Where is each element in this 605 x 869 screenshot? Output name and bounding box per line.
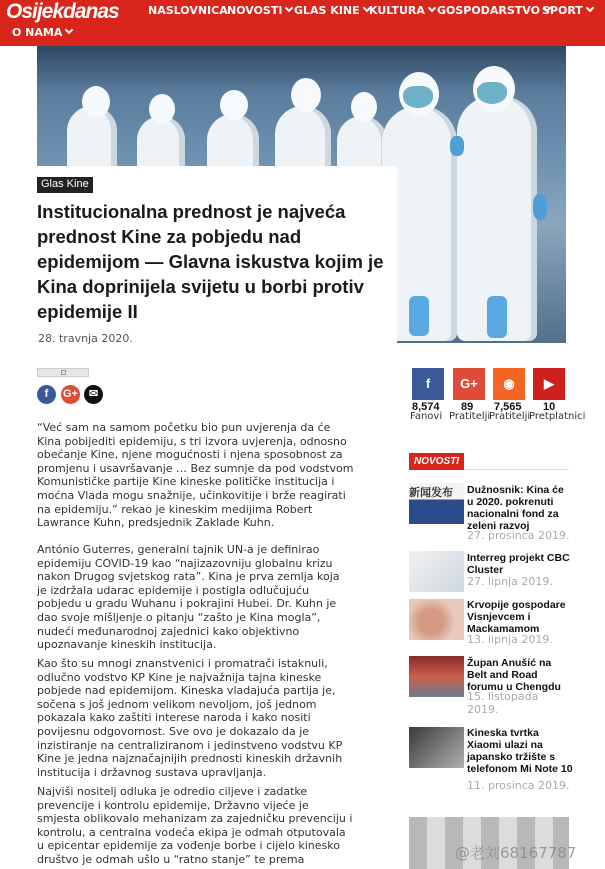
news-title[interactable]: Krvopije gospodare Visnjevcem i Mackamamom [467,599,566,635]
social-facebook-button[interactable] [412,368,444,400]
article-title: Institucionalna prednost je najveća prednost Kine za pobjedu nad epidemijom — Glavna iskustva kojim je Kina doprinijela svijetu u borbi protiv epidemije II [37,201,384,322]
thumbnail-text: 新闻发布 [409,486,453,499]
site-logo[interactable]: Osijekdanas [6,0,119,23]
chevron-down-icon [428,4,436,12]
share-email-button[interactable] [84,385,103,404]
google-plus-icon: G+ [460,376,478,391]
social-youtube-button[interactable] [533,368,565,400]
news-date: 27. lipnja 2019. [467,575,553,588]
worker-hood [149,94,175,124]
news-date: 11. prosinca 2019. [467,779,570,792]
youtube-icon: ▶ [544,376,554,391]
email-icon: ✉ [88,388,99,400]
worker-hood [220,90,248,120]
nav-novosti[interactable] [227,4,292,17]
news-thumbnail[interactable] [409,727,464,768]
worker-visor [403,86,433,108]
social-count: 89 [461,401,474,413]
social-count: 7,565 [494,401,522,413]
nav-glas-kine[interactable] [294,4,370,17]
article-paragraph: Kao što su mnogi znanstvenici i promatrači istaknuli, odlučno vodstvo KP Kine je najvažnija tajna kineske pobjede nad epidemijom. Kineska vladajuća partija je, sočena s još jednom velikom nevoljom, još jednom pokazala kako zaštiti interese naroda i kako nositi povijesnu odgovornost. Sve ovo je dokazalo da je inzistiranje na centraliziranom i jedinstveno vodstvu KP Kine je jedna najznačajnijih prednosti kineskih državnih institucija i državnog sustava upravljanja. [37,657,343,779]
social-google-button[interactable] [453,368,485,400]
share-facebook-button[interactable] [37,385,56,404]
news-thumbnail[interactable] [409,551,464,592]
worker-hood [82,86,110,118]
social-count: 8,574 [412,401,440,413]
social-label: Pratitelji [449,411,491,422]
news-title[interactable]: Župan Anušić na Belt and Road forumu u Chengdu [467,657,561,693]
nav-label: GLAS KINE [294,4,360,17]
chevron-down-icon [586,4,594,12]
nav-sport[interactable] [542,4,593,17]
nav-label: SPORT [542,4,583,17]
news-thumbnail[interactable] [409,599,464,640]
nav-naslovnica[interactable] [148,4,228,17]
share-google-button[interactable] [61,385,80,404]
worker-boot [487,296,507,338]
print-icon [61,370,66,375]
facebook-icon: f [44,388,49,400]
watermark: @老刘68167787 [455,844,577,862]
rss-icon: ◉ [503,376,515,391]
worker-hood [291,78,321,112]
news-thumbnail[interactable] [409,656,464,697]
worker-visor [477,82,507,104]
worker-boot [409,296,429,336]
news-date: 27. prosinca 2019. [467,529,570,542]
social-count: 10 [543,401,556,413]
article-paragraph: António Guterres, generalni tajnik UN-a je definirao epidemiju COVID-19 kao “najizazovniju globalnu krizu nakon Drugog svjetskog rata”. Kina je prva zemlja koja je izdržala udarac epidemije i postigla odlučujuću pobjedu u gradu Wuhanu i pokrajini Hubei. Dr. Kuhn je dao svoje mišljenje o pitanju “zašto je Kina mogla”, nudeći međunarodnoj zajednici kako objektivno upoznavanje kineskih institucija. [37,543,340,652]
article-paragraph: Najviši nositelj odluka je odredio ciljeve i zadatke prevencije i kontrolu epidemije, Državno vijeće je smjesta oblikovalo mehanizam za zajedničku prevenciju i kontrolu, a centralna vodeća ekipa je odmah otputovala u epicentar epidemije za vođenje borbe i cijelo kinesko društvo je odmah ušlo u “ratno stanje” te prema [37,785,353,866]
worker-glove [533,194,547,220]
nav-label: GOSPODARSTVO [437,4,540,17]
sidebar-heading: NOVOSTI [409,453,464,470]
news-title[interactable]: Kineska tvrtka Xiaomi ulazi na japansko tržište s telefonom Mi Note 10 [467,727,573,775]
social-label: Pratitelji [489,411,531,422]
nav-gospodarstvo[interactable] [437,4,550,17]
category-tag[interactable]: Glas Kine [37,177,93,193]
social-rss-button[interactable] [493,368,525,400]
news-date: 15. listopada 2019. [467,690,539,716]
facebook-icon: f [425,376,431,391]
news-title[interactable]: Interreg projekt CBC Cluster [467,552,570,576]
nav-label: O NAMA [12,26,63,39]
nav-o-nama[interactable] [12,26,72,39]
chevron-down-icon [285,4,293,12]
social-label: Fanovi [410,411,443,422]
nav-label: NOVOSTI [227,4,283,17]
nav-label: KULTURA [369,4,425,17]
nav-label: NASLOVNICA [148,4,228,17]
google-plus-icon: G+ [63,388,78,400]
article-paragraph: “Već sam na samom početku bio pun uvjerenja da će Kina pobijediti epidemiju, s tri izvora uvjerenja, odnosno obećanje Kine, njene mogućnosti i njena sposobnost za promjenu i usavršavanje … Bez sumnje da pod vodstvom Komunističke partije Kine kineske političke institucija i moćna Vlada mogu snažnije, učinkovitije i brže reagirati na epidemiju.” rekao je kineskim medijima Robert Lawrance Kuhn, predsjednik Zaklade Kuhn. [37,421,354,530]
chevron-down-icon [65,26,73,34]
print-button[interactable] [37,368,89,377]
worker-glove [450,136,464,156]
news-date: 13. lipnja 2019. [467,633,553,646]
news-thumbnail[interactable] [409,483,464,524]
article-date: 28. travnja 2020. [38,332,133,345]
worker-hood [351,92,377,122]
top-navigation [0,0,605,46]
news-title[interactable]: Dužnosnik: Kina će u 2020. pokrenuti nacionalni fond za zeleni razvoj [467,484,564,532]
social-label: Pretplatnici [529,411,586,422]
nav-kultura[interactable] [369,4,435,17]
